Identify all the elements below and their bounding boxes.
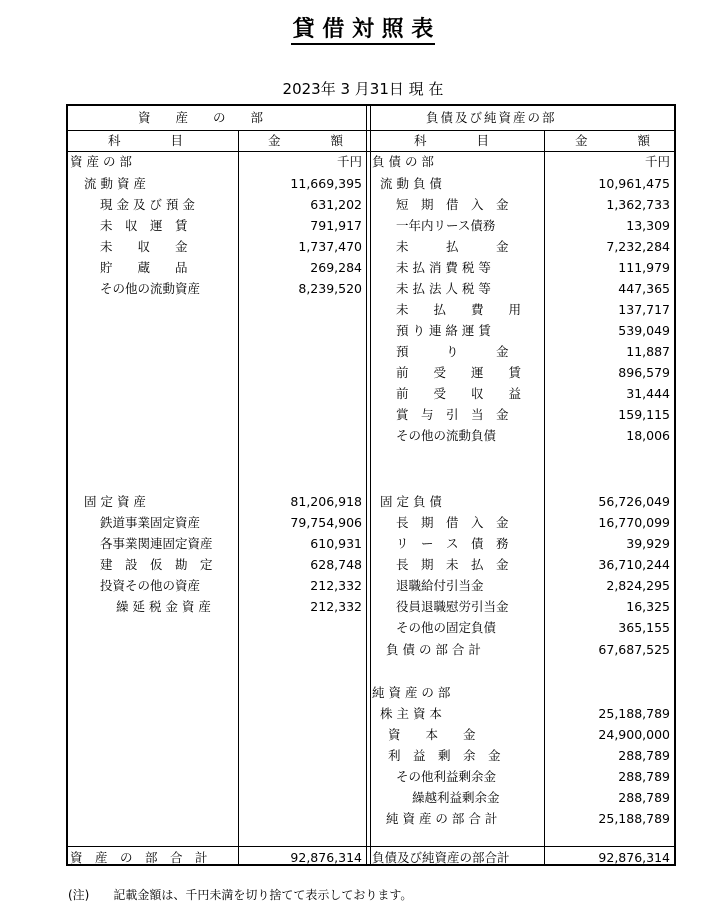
liab-item-value: 16,325 xyxy=(626,599,670,614)
liab-item-label: 長 期 未 払 金 xyxy=(396,557,509,572)
asset-item-label: その他の流動資産 xyxy=(100,281,201,296)
net-assets-total-label: 純 資 産 の 部 合 計 xyxy=(386,811,498,826)
assets-subject-header: 科 目 xyxy=(108,133,184,148)
total-divider xyxy=(68,846,674,847)
assets-total-value: 92,876,314 xyxy=(290,850,362,865)
liab-col-divider xyxy=(544,130,545,864)
liab-item-value: 18,006 xyxy=(626,428,670,443)
assets-section-header: 資 産 の 部 xyxy=(138,110,264,125)
assets-total-label: 資 産 の 部 合 計 xyxy=(70,850,208,865)
liab-item-label: 預 り 連 絡 運 賃 xyxy=(396,323,491,338)
liab-item-label: 未 払 消 費 税 等 xyxy=(396,260,491,275)
liab-item-label: 預 り 金 xyxy=(396,344,509,359)
balance-sheet-table xyxy=(66,104,676,866)
liab-item-label: 長 期 借 入 金 xyxy=(396,515,509,530)
carried-forward-label: 繰越利益剰余金 xyxy=(412,790,500,805)
liab-item-label: 賞 与 引 当 金 xyxy=(396,407,509,422)
fixed-assets-label: 固 定 資 産 xyxy=(84,494,146,509)
asset-item-label: 各事業関連固定資産 xyxy=(100,536,213,551)
current-liab-label: 流 動 負 債 xyxy=(380,176,442,191)
assets-heading: 資 産 の 部 xyxy=(70,154,132,169)
liab-item-label: 役員退職慰労引当金 xyxy=(396,599,509,614)
capital-value: 24,900,000 xyxy=(598,727,670,742)
asset-item-value: 610,931 xyxy=(310,536,362,551)
liab-item-label: 短 期 借 入 金 xyxy=(396,197,509,212)
assets-amount-header: 金 額 xyxy=(268,133,344,148)
net-assets-heading: 純 資 産 の 部 xyxy=(372,685,451,700)
liabilities-unit: 千円 xyxy=(644,154,670,169)
asset-item-label: 建 設 仮 勘 定 xyxy=(100,557,213,572)
liab-item-label: 前 受 収 益 xyxy=(396,386,522,401)
asset-item-label: 現 金 及 び 預 金 xyxy=(100,197,195,212)
liab-item-value: 1,362,733 xyxy=(606,197,670,212)
asset-item-value: 212,332 xyxy=(310,578,362,593)
asset-item-value: 628,748 xyxy=(310,557,362,572)
grand-total-label: 負債及び純資産の部合計 xyxy=(372,850,510,865)
liab-item-label: その他の固定負債 xyxy=(396,620,497,635)
center-divider-b xyxy=(370,106,371,864)
liab-total-value: 67,687,525 xyxy=(598,642,670,657)
liab-item-value: 13,309 xyxy=(626,218,670,233)
current-assets-label: 流 動 資 産 xyxy=(84,176,146,191)
liab-item-value: 7,232,284 xyxy=(606,239,670,254)
liabilities-heading: 負 債 の 部 xyxy=(372,154,434,169)
asset-item-value: 79,754,906 xyxy=(290,515,362,530)
liab-item-value: 16,770,099 xyxy=(598,515,670,530)
assets-col-divider xyxy=(238,130,239,864)
fixed-assets-total: 81,206,918 xyxy=(290,494,362,509)
liab-item-label: リ ー ス 債 務 xyxy=(396,536,509,551)
liabilities-section-header: 負債及び純資産の部 xyxy=(426,110,557,125)
liab-item-value: 39,929 xyxy=(626,536,670,551)
fixed-liab-total: 56,726,049 xyxy=(598,494,670,509)
liab-item-value: 365,155 xyxy=(618,620,670,635)
liab-item-label: 未 払 金 xyxy=(396,239,509,254)
liab-item-value: 896,579 xyxy=(618,365,670,380)
footnote: (注) 記載金額は、千円未満を切り捨てて表示しております。 xyxy=(68,888,413,902)
asset-item-label: 投資その他の資産 xyxy=(100,578,201,593)
current-liab-total: 10,961,475 xyxy=(598,176,670,191)
liab-item-label: 未 払 費 用 xyxy=(396,302,522,317)
asset-item-label: 鉄道事業固定資産 xyxy=(100,515,201,530)
carried-forward-value: 288,789 xyxy=(618,790,670,805)
other-retained-value: 288,789 xyxy=(618,769,670,784)
liab-amount-header: 金 額 xyxy=(575,133,651,148)
liab-item-value: 2,824,295 xyxy=(606,578,670,593)
header-divider-2 xyxy=(68,151,674,152)
center-divider-a xyxy=(366,106,367,864)
liab-item-value: 111,979 xyxy=(618,260,670,275)
liab-subject-header: 科 目 xyxy=(414,133,490,148)
asset-item-value: 631,202 xyxy=(310,197,362,212)
assets-unit: 千円 xyxy=(336,154,362,169)
report-date: 2023年 3 月31日 現 在 xyxy=(282,80,444,98)
net-assets-total-value: 25,188,789 xyxy=(598,811,670,826)
liab-item-label: 一年内リース債務 xyxy=(396,218,496,233)
asset-item-label: 未 収 金 xyxy=(100,239,188,254)
liab-item-value: 137,717 xyxy=(618,302,670,317)
liab-item-value: 447,365 xyxy=(618,281,670,296)
liab-item-label: その他の流動負債 xyxy=(396,428,497,443)
liab-item-value: 36,710,244 xyxy=(598,557,670,572)
asset-item-value: 791,917 xyxy=(310,218,362,233)
asset-item-label: 未 収 運 賃 xyxy=(100,218,188,233)
current-assets-total: 11,669,395 xyxy=(290,176,362,191)
liab-item-value: 31,444 xyxy=(626,386,670,401)
liab-item-value: 539,049 xyxy=(618,323,670,338)
retained-earnings-value: 288,789 xyxy=(618,748,670,763)
asset-item-value: 1,737,470 xyxy=(298,239,362,254)
equity-value: 25,188,789 xyxy=(598,706,670,721)
header-divider-1 xyxy=(68,130,674,131)
equity-label: 株 主 資 本 xyxy=(380,706,442,721)
asset-item-value: 269,284 xyxy=(310,260,362,275)
capital-label: 資 本 金 xyxy=(388,727,476,742)
asset-item-label: 貯 蔵 品 xyxy=(100,260,188,275)
asset-item-label: 繰 延 税 金 資 産 xyxy=(116,599,211,614)
liab-item-label: 退職給付引当金 xyxy=(396,578,484,593)
liab-total-label: 負 債 の 部 合 計 xyxy=(386,642,481,657)
asset-item-value: 212,332 xyxy=(310,599,362,614)
liab-item-label: 前 受 運 賃 xyxy=(396,365,522,380)
liab-item-value: 159,115 xyxy=(618,407,670,422)
retained-earnings-label: 利 益 剰 余 金 xyxy=(388,748,501,763)
liab-item-value: 11,887 xyxy=(626,344,670,359)
liab-item-label: 未 払 法 人 税 等 xyxy=(396,281,491,296)
grand-total-value: 92,876,314 xyxy=(598,850,670,865)
fixed-liab-label: 固 定 負 債 xyxy=(380,494,442,509)
document-title: 貸 借 対 照 表 xyxy=(0,12,726,43)
other-retained-label: その他利益剰余金 xyxy=(396,769,497,784)
asset-item-value: 8,239,520 xyxy=(298,281,362,296)
